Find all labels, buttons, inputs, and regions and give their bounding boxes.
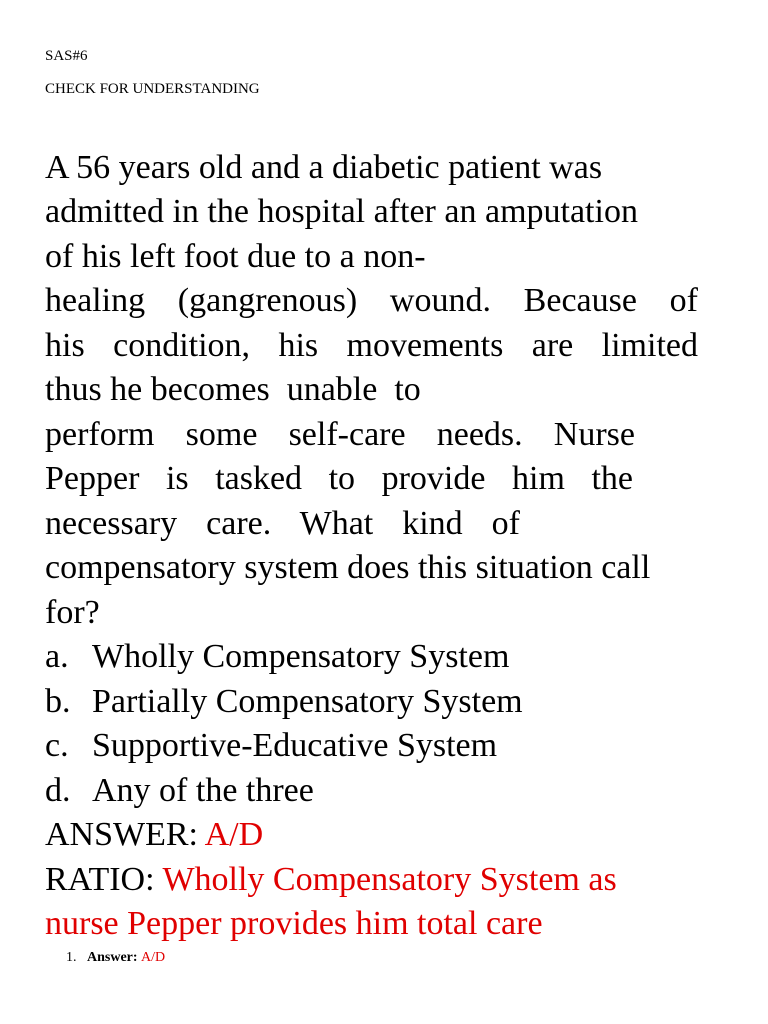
- option-text: Supportive-Educative System: [92, 727, 498, 764]
- option-text: Wholly Compensatory System: [92, 638, 510, 675]
- answer-value: A/D: [204, 816, 264, 853]
- footnote-label: Answer:: [87, 950, 142, 965]
- question-line: thus he becomes unable to: [45, 371, 421, 408]
- ratio-line: [45, 860, 617, 900]
- option-c: [45, 726, 497, 766]
- question-line: healing (gangrenous) wound. Because of: [45, 282, 698, 319]
- question-line: Pepper is tasked to provide him the: [45, 460, 633, 497]
- ratio-text-line2: nurse Pepper provides him total care: [45, 905, 543, 942]
- question-line: necessary care. What kind of: [45, 505, 520, 542]
- option-text: Any of the three: [92, 772, 314, 809]
- question-line: admitted in the hospital after an amputation: [45, 193, 638, 230]
- question-line: compensatory system does this situation call: [45, 549, 651, 586]
- option-letter: b.: [45, 683, 71, 720]
- assignment-code: SAS#6: [45, 48, 88, 64]
- question-line: his condition, his movements are limited: [45, 327, 698, 364]
- question-line: A 56 years old and a diabetic patient was: [45, 149, 603, 186]
- option-a: [45, 637, 509, 677]
- option-d: [45, 771, 314, 811]
- option-b: [45, 682, 523, 722]
- footnote: [66, 949, 165, 966]
- footnote-value: A/D: [141, 950, 166, 965]
- answer-label: ANSWER:: [45, 816, 205, 853]
- option-text: Partially Compensatory System: [92, 683, 523, 720]
- question-line: perform some self-care needs. Nurse: [45, 416, 635, 453]
- option-letter: c.: [45, 727, 69, 764]
- question-line: for?: [45, 594, 100, 631]
- footnote-number: 1.: [66, 950, 77, 965]
- ratio-label: RATIO:: [45, 861, 163, 898]
- ratio-text-line1: Wholly Compensatory System as: [162, 861, 617, 898]
- question-line: of his left foot due to a non-: [45, 238, 426, 275]
- option-letter: a.: [45, 638, 69, 675]
- answer-line: [45, 815, 263, 855]
- option-letter: d.: [45, 772, 71, 809]
- section-heading: CHECK FOR UNDERSTANDING: [45, 81, 260, 97]
